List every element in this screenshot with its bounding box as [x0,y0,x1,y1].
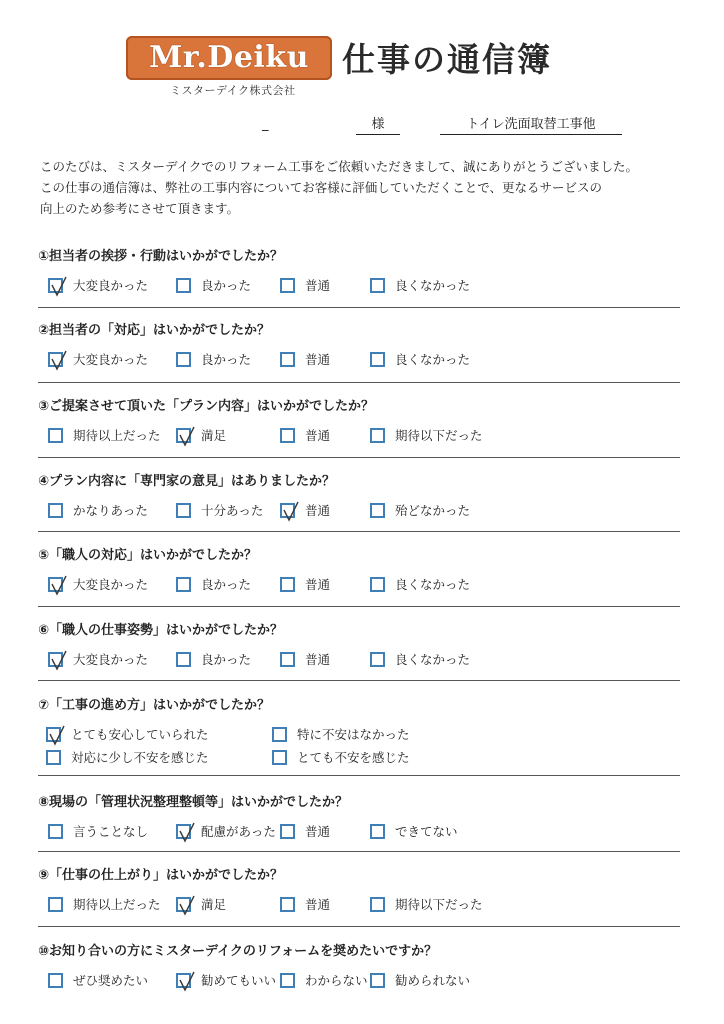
option-label: 大変良かった [73,577,149,592]
option-2[interactable] [176,970,276,990]
option-label: 勧めてもいい [201,973,277,988]
option-label: 大変良かった [73,652,149,667]
option-label: 良くなかった [395,352,471,367]
option-label: 特に不安はなかった [297,727,410,742]
checkbox[interactable] [48,824,63,839]
intro-line-2: この仕事の通信簿は、弊社の工事内容についてお客様に評価していただくことで、更なるサービスの [40,180,603,195]
option-3[interactable] [280,894,330,914]
checkbox[interactable] [176,577,191,592]
company-name: ミスターデイク株式会社 [170,84,296,97]
checkbox[interactable] [176,352,191,367]
option-label: 期待以上だった [73,428,161,443]
option-label: 良かった [201,577,252,592]
work-description: トイレ洗面取替工事他 [440,116,622,135]
option-label: 普通 [305,278,331,293]
section-divider [38,926,680,927]
option-4[interactable] [370,970,470,990]
option-label: かなりあった [73,503,148,518]
checkbox[interactable] [48,503,63,518]
option-3[interactable] [280,649,330,669]
option-4[interactable] [370,574,470,594]
checkbox[interactable] [48,428,63,443]
option-2[interactable] [176,500,263,520]
checkmark-icon [49,575,69,597]
option-2[interactable] [272,724,410,744]
checkbox[interactable] [280,352,295,367]
option-2[interactable] [176,821,276,841]
intro-text [40,156,690,219]
checkbox[interactable] [370,824,385,839]
option-label: 普通 [305,652,331,667]
checked-checkbox[interactable] [48,652,63,667]
checkbox[interactable] [370,897,385,912]
option-4[interactable] [370,821,458,841]
option-1[interactable] [48,500,148,520]
option-4[interactable] [370,894,483,914]
option-3[interactable] [280,349,330,369]
option-4[interactable] [370,425,483,445]
option-2[interactable] [176,275,251,295]
option-label: 期待以下だった [395,897,483,912]
checked-checkbox[interactable] [176,973,191,988]
question-title: ⑨「仕事の仕上がり」はいかがでしたか？ [38,868,284,883]
option-2[interactable] [176,649,251,669]
question-title: ⑩お知り合いの方にミスターデイクのリフォームを奨めたいですか？ [38,944,438,959]
option-label: 十分あった [201,503,264,518]
option-label: 満足 [201,897,227,912]
checkbox[interactable] [280,897,295,912]
option-label: 満足 [201,428,227,443]
honorific-label: 様 [356,116,400,135]
option-label: 普通 [305,577,331,592]
checked-checkbox[interactable] [48,577,63,592]
checkmark-icon [49,276,69,298]
option-label: 期待以下だった [395,428,483,443]
customer-name-field: _ [262,117,269,132]
company-logo: Mr.Deiku [126,36,332,80]
option-label: 殆どなかった [395,503,471,518]
option-label: ぜひ奨めたい [73,973,149,988]
checkbox[interactable] [280,973,295,988]
option-1[interactable] [46,724,209,744]
option-3[interactable] [280,500,330,520]
section-divider [38,680,680,681]
option-label: 良くなかった [395,652,471,667]
option-label: とても不安を感じた [297,750,410,765]
option-3[interactable] [280,425,330,445]
checked-checkbox[interactable] [176,428,191,443]
option-4[interactable] [370,349,470,369]
question-title: ⑦「工事の進め方」はいかがでしたか？ [38,698,271,713]
intro-line-3: 向上のため参考にさせて頂きます。 [40,201,240,216]
question-title: ⑥「職人の仕事姿勢」はいかがでしたか？ [38,623,284,638]
option-label: 良くなかった [395,278,471,293]
checkbox[interactable] [280,824,295,839]
question-title: ⑧現場の「管理状況整理整頓等」はいかがでしたか？ [38,795,349,810]
option-label: 勧められない [395,973,471,988]
option-label: 良かった [201,278,252,293]
checkbox[interactable] [370,577,385,592]
option-4[interactable] [370,275,470,295]
checkmark-icon [47,725,67,747]
checkbox[interactable] [176,652,191,667]
section-divider [38,307,680,308]
option-4[interactable] [370,649,470,669]
checkbox[interactable] [280,428,295,443]
option-1[interactable] [48,275,148,295]
question-title: ⑤「職人の対応」はいかがでしたか？ [38,548,258,563]
section-divider [38,851,680,852]
option-3[interactable] [280,275,330,295]
option-1[interactable] [48,574,148,594]
checkmark-icon [49,350,69,372]
checkmark-icon [281,501,301,523]
intro-line-1: このたびは、ミスターデイクでのリフォーム工事をご依頼いただきまして、誠にありがとうございました。 [40,159,639,174]
section-divider [38,775,680,776]
option-label: とても安心していられた [71,727,209,742]
option-label: 大変良かった [73,352,149,367]
option-3[interactable] [280,821,330,841]
question-title: ③ご提案させて頂いた「プラン内容」はいかがでしたか？ [38,399,375,414]
option-label: 対応に少し不安を感じた [71,750,209,765]
option-1[interactable] [48,649,148,669]
checkbox[interactable] [272,750,287,765]
checkbox[interactable] [280,278,295,293]
checkbox[interactable] [370,503,385,518]
option-2[interactable] [176,349,251,369]
option-label: 大変良かった [73,278,149,293]
option-label: 良かった [201,352,252,367]
question-title: ④プラン内容に「専門家の意見」はありましたか？ [38,474,336,489]
option-label: 普通 [305,428,331,443]
checkbox[interactable] [370,973,385,988]
option-label: 良かった [201,652,252,667]
section-divider [38,457,680,458]
checkbox[interactable] [272,727,287,742]
question-title: ①担当者の挨拶・行動はいかがでしたか？ [38,249,284,264]
section-divider [38,382,680,383]
option-1[interactable] [48,894,161,914]
checkmark-icon [177,822,197,844]
checkbox[interactable] [370,652,385,667]
checkbox[interactable] [280,577,295,592]
option-3[interactable] [280,574,330,594]
option-label: 普通 [305,897,331,912]
option-label: 言うことなし [73,824,149,839]
checkbox[interactable] [46,750,61,765]
checked-checkbox[interactable] [48,278,63,293]
option-3[interactable] [46,747,209,767]
option-label: できてない [395,824,458,839]
page-title: 仕事の通信簿 [342,40,552,79]
option-4[interactable] [272,747,410,767]
option-1[interactable] [48,425,161,445]
option-1[interactable] [48,349,148,369]
checked-checkbox[interactable] [48,352,63,367]
option-label: 配慮があった [201,824,276,839]
checkbox[interactable] [370,278,385,293]
option-label: わからない [305,973,368,988]
section-divider [38,531,680,532]
checkbox[interactable] [280,652,295,667]
section-divider [38,606,680,607]
checkbox[interactable] [370,428,385,443]
header [0,0,724,110]
checked-checkbox[interactable] [176,897,191,912]
checkbox[interactable] [48,897,63,912]
checkmark-icon [177,895,197,917]
option-label: 期待以上だった [73,897,161,912]
option-1[interactable] [48,821,148,841]
option-label: 普通 [305,824,331,839]
checkbox[interactable] [176,503,191,518]
option-label: 普通 [305,352,331,367]
checked-checkbox[interactable] [46,727,61,742]
checkbox[interactable] [176,278,191,293]
checkmark-icon [177,426,197,448]
checkbox[interactable] [370,352,385,367]
checked-checkbox[interactable] [280,503,295,518]
option-1[interactable] [48,970,148,990]
option-2[interactable] [176,574,251,594]
checkmark-icon [49,650,69,672]
option-label: 普通 [305,503,331,518]
checkbox[interactable] [48,973,63,988]
option-2[interactable] [176,894,226,914]
option-3[interactable] [280,970,368,990]
checked-checkbox[interactable] [176,824,191,839]
checkmark-icon [177,971,197,993]
option-4[interactable] [370,500,470,520]
option-2[interactable] [176,425,226,445]
question-title: ②担当者の「対応」はいかがでしたか？ [38,323,271,338]
option-label: 良くなかった [395,577,471,592]
